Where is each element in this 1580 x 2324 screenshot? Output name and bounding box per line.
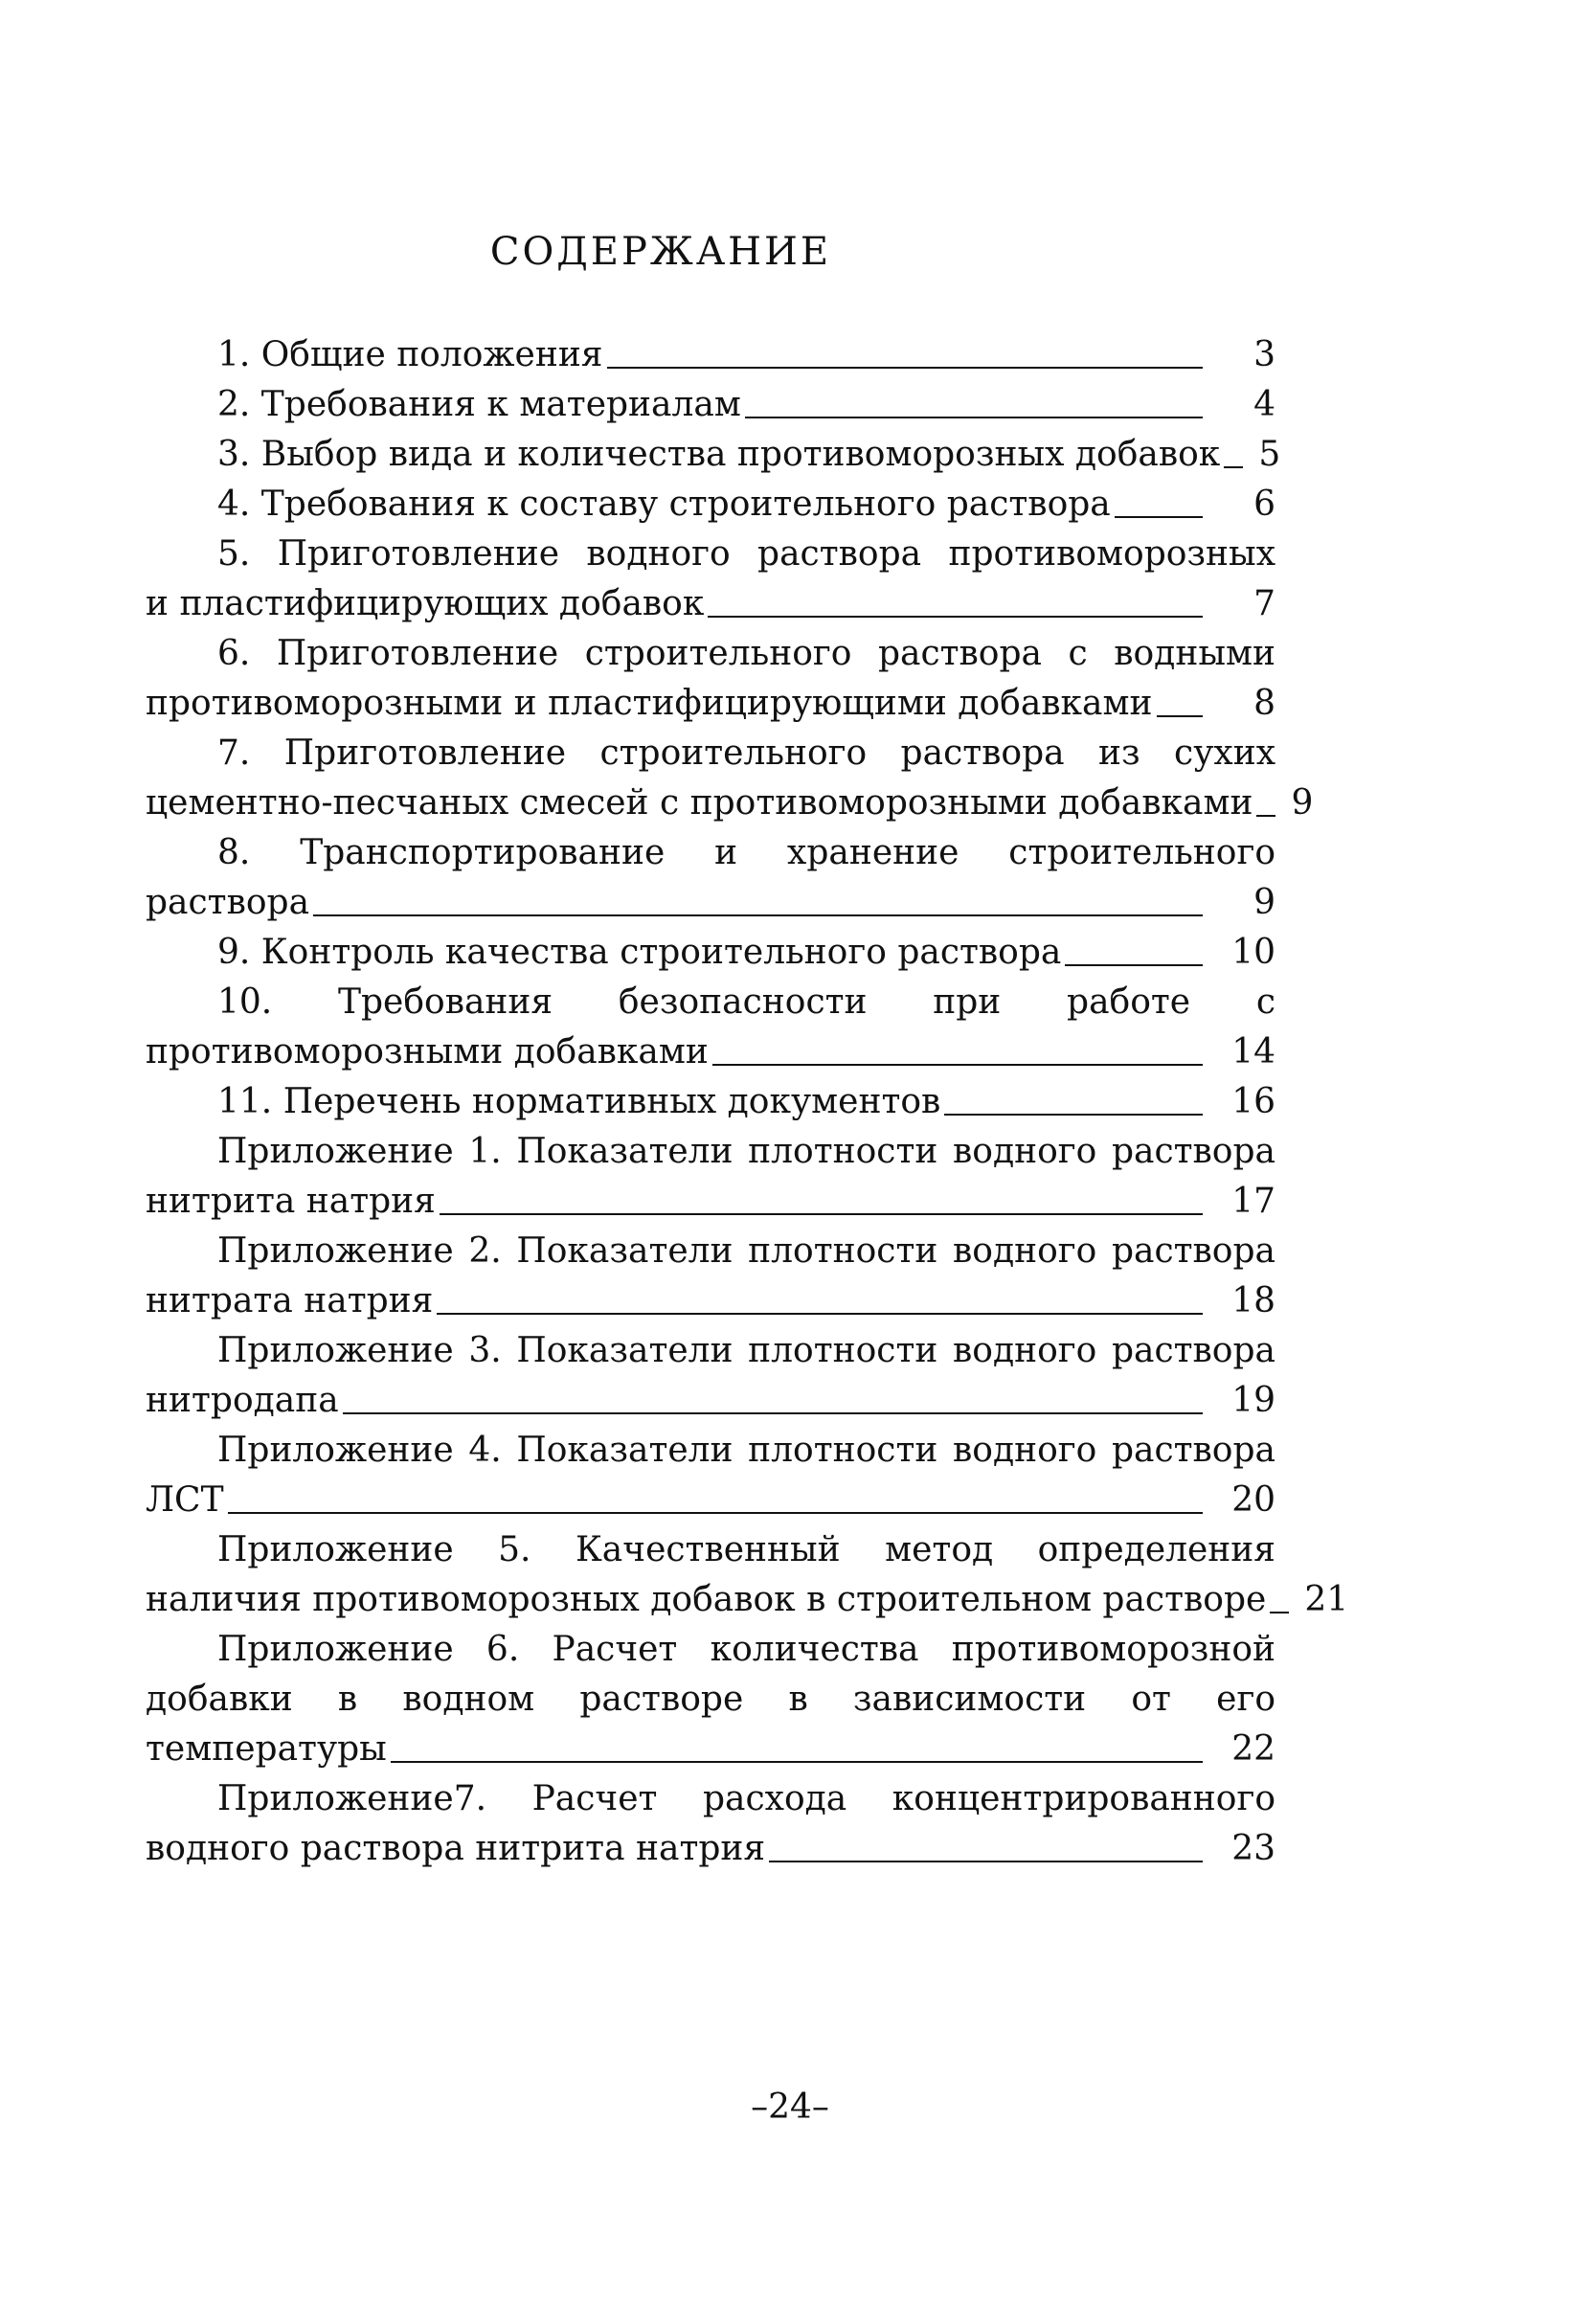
toc-entry <box>146 480 1275 530</box>
dot-leader <box>437 1313 1203 1315</box>
dot-leader <box>745 417 1203 418</box>
table-of-contents <box>146 330 1349 1874</box>
dot-leader <box>1065 964 1203 966</box>
toc-page-number: 7 <box>1253 584 1275 623</box>
toc-entry <box>146 928 1275 978</box>
toc-entry-text: Приложение 1. Показатели плотности водного раствора <box>217 1132 1275 1171</box>
toc-entry-text: противоморозными и пластифицирующими добавками <box>146 684 1153 723</box>
dot-leader <box>228 1512 1203 1514</box>
dot-leader <box>712 1064 1203 1066</box>
toc-entry-text: нитрата натрия <box>146 1281 434 1320</box>
toc-entry-text: 7. Приготовление строительного раствора из сухих <box>217 733 1275 773</box>
page-number: –24– <box>751 2087 829 2127</box>
dot-leader <box>1115 516 1203 518</box>
dot-leader <box>944 1114 1203 1116</box>
toc-page-number: 8 <box>1253 684 1275 723</box>
toc-page-number: 21 <box>1304 1580 1349 1619</box>
toc-page-number: 5 <box>1258 435 1281 474</box>
dot-leader <box>391 1761 1203 1763</box>
toc-page-number: 6 <box>1253 485 1275 524</box>
toc-entry <box>146 1077 1275 1127</box>
toc-entry-text: Приложение 3. Показатели плотности водного раствора <box>217 1331 1275 1370</box>
toc-entry <box>146 430 1281 480</box>
dot-leader <box>1157 715 1203 717</box>
toc-entry-text: 1. Общие положения <box>217 335 603 374</box>
toc-entry-text: 8. Транспортирование и хранение строительного <box>217 833 1275 872</box>
toc-page-number: 14 <box>1231 1032 1275 1072</box>
toc-entry-text: 4. Требования к составу строительного раствора <box>217 485 1111 524</box>
toc-page-number: 4 <box>1253 385 1275 424</box>
toc-entry-text: раствора <box>146 883 310 922</box>
toc-entry-text: Приложение 6. Расчет количества противоморозной <box>217 1630 1275 1669</box>
dot-leader <box>708 616 1203 618</box>
toc-entry <box>146 1227 1275 1326</box>
toc-entry-text: Приложение 4. Показатели плотности водного раствора <box>217 1431 1275 1470</box>
toc-page-number: 23 <box>1231 1829 1275 1868</box>
toc-entry <box>146 1326 1275 1426</box>
toc-entry-text: температуры <box>146 1729 387 1769</box>
toc-entry-text: 2. Требования к материалам <box>217 385 741 424</box>
toc-entry <box>146 828 1275 928</box>
toc-entry-text: Приложение 2. Показатели плотности водного раствора <box>217 1231 1275 1271</box>
toc-entry-text: нитродапа <box>146 1381 339 1420</box>
toc-entry-text: 5. Приготовление водного раствора противоморозных <box>217 534 1275 574</box>
dot-leader <box>769 1861 1203 1862</box>
toc-entry-text: водного раствора нитрита натрия <box>146 1829 766 1868</box>
toc-entry-text: и пластифицирующих добавок <box>146 584 705 623</box>
toc-page-number: 18 <box>1231 1281 1275 1320</box>
toc-page-number: 17 <box>1231 1182 1275 1221</box>
dot-leader <box>607 367 1203 369</box>
toc-entry <box>146 729 1314 828</box>
dot-leader <box>1224 466 1243 468</box>
toc-entry-text: наличия противоморозных добавок в строительном растворе <box>146 1580 1267 1619</box>
toc-page-number: 10 <box>1231 933 1275 972</box>
page-title: СОДЕРЖАНИЕ <box>489 230 832 274</box>
toc-page-number: 20 <box>1231 1480 1275 1520</box>
toc-page-number: 9 <box>1291 783 1314 823</box>
toc-entry-text: ЛСТ <box>146 1480 224 1520</box>
toc-entry-text: 9. Контроль качества строительного раствора <box>217 933 1062 972</box>
toc-entry-text: цементно-песчаных смесей с противоморозными добавками <box>146 783 1253 823</box>
dot-leader <box>343 1412 1203 1414</box>
toc-entry-text: нитрита натрия <box>146 1182 436 1221</box>
dot-leader <box>440 1213 1203 1215</box>
toc-entry-text: противоморозными добавками <box>146 1032 709 1072</box>
toc-entry <box>146 380 1275 430</box>
toc-entry-text: 10. Требования безопасности при работе с <box>217 982 1275 1022</box>
dot-leader <box>1270 1612 1289 1613</box>
toc-entry <box>146 1774 1275 1874</box>
toc-entry <box>146 978 1275 1077</box>
toc-entry <box>146 1625 1275 1774</box>
toc-entry-text: Приложение7. Расчет расхода концентрированного <box>217 1779 1275 1818</box>
toc-entry-text: 3. Выбор вида и количества противоморозных добавок <box>217 435 1221 474</box>
toc-entry <box>146 1525 1349 1625</box>
toc-entry <box>146 629 1275 729</box>
toc-entry <box>146 1426 1275 1525</box>
toc-page-number: 9 <box>1253 883 1275 922</box>
toc-page-number: 22 <box>1231 1729 1275 1769</box>
toc-entry-text: добавки в водном растворе в зависимости от его <box>146 1680 1275 1719</box>
dot-leader <box>313 914 1203 916</box>
toc-page-number: 16 <box>1231 1082 1275 1121</box>
dot-leader <box>1256 815 1275 817</box>
toc-page-number: 3 <box>1253 335 1275 374</box>
toc-entry-text: Приложение 5. Качественный метод определения <box>217 1530 1275 1569</box>
toc-page-number: 19 <box>1231 1381 1275 1420</box>
toc-entry <box>146 530 1275 629</box>
toc-entry <box>146 330 1275 380</box>
toc-entry-text: 11. Перечень нормативных документов <box>217 1082 941 1121</box>
toc-entry <box>146 1127 1275 1227</box>
toc-entry-text: 6. Приготовление строительного раствора с водными <box>217 634 1275 673</box>
